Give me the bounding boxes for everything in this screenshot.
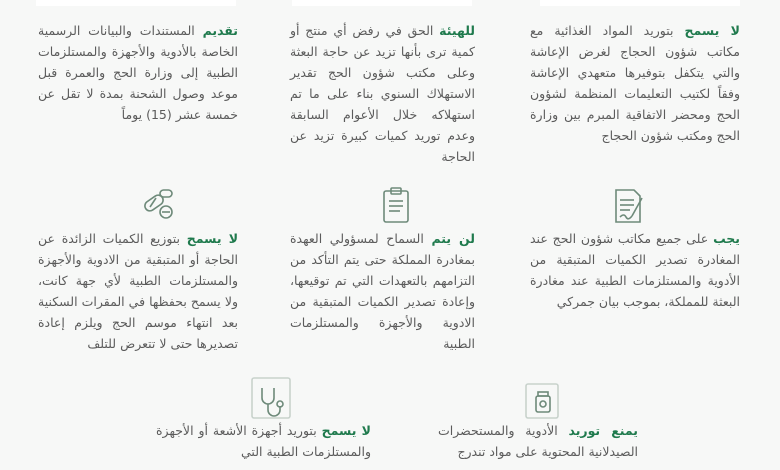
card-keyword: لن يتم: [431, 231, 475, 246]
card-keyword: لا يسمح: [321, 423, 371, 438]
card-text: على جميع مكاتب شؤون الحج عند المغادرة تصدير الكميات المتبقية من الأدوية والمستلزمات الطبية عند مغادرة البعثة للمملكة، بموجب بيان جمركي: [530, 231, 740, 309]
card-text: السماح لمسؤولي العهدة بمغادرة المملكة حتى يتم التأكد من التزامهم بالتعهدات التي تم توقيعها، وإعادة تصدير الكميات المتبقية من الادوية والأجهزة والمستلزمات الطبية: [290, 231, 475, 351]
card-paragraph: [438, 420, 638, 462]
card-prohibited-supply: [438, 420, 638, 462]
card-paragraph: [290, 228, 475, 354]
card-radiology-devices: [156, 420, 371, 462]
card-keyword: يمنع توريد: [568, 423, 638, 438]
card-paragraph: [156, 420, 371, 462]
card-text: بتوزيع الكميات الزائدة عن الحاجة أو المتبقية من الادوية والأجهزة والمستلزمات الطبية لأي جهة كانت، ولا يسمح بحفظها في المقرات السكنية بعد انتهاء موسم الحج ويلزم إعادة تصديرها حتى لا تتعرض للتلف: [38, 231, 238, 351]
card-keyword: لا يسمح: [186, 231, 238, 246]
card-custody-officials: [290, 228, 475, 354]
card-paragraph: [530, 20, 740, 146]
card-keyword: يجب: [713, 231, 740, 246]
card-surplus-distribution: [38, 228, 238, 354]
card-keyword: لا يسمح: [684, 23, 740, 38]
card-text: بتوريد أجهزة الأشعة أو الأجهزة والمستلزمات الطبية التي: [156, 423, 371, 459]
medicine-bottle-icon: [520, 378, 564, 422]
medicine-pills-icon: [138, 184, 178, 224]
card-authority-right: [290, 20, 475, 167]
card-top-border: [36, 0, 236, 6]
card-top-border: [292, 0, 472, 6]
card-paragraph: [38, 228, 238, 354]
card-food-supply: [530, 20, 740, 146]
card-text: الحق في رفض أي منتج أو كمية ترى بأنها تزيد عن حاجة البعثة وعلى مكتب شؤون الحج تقدير الاستهلاك السنوي بناء على ما تم استهلاكه خلال الأعوام السابقة وعدم توريد كميات كبيرة تزيد عن الحاجة: [290, 23, 475, 164]
clipboard-document-icon: [376, 186, 416, 226]
card-keyword: للهيئة: [439, 23, 475, 38]
card-paragraph: [290, 20, 475, 167]
card-text: بتوريد المواد الغذائية مع مكاتب شؤون الحجاج لغرض الإعاشة والتي يتكفل بتوفيرها متعهدي الإعاشة وفقاً لكتيب التعليمات المنظمة لشؤون الحج ومحضر الاتفاقية المبرم بين وزارة الحج ومكتب شؤون الحجاج: [530, 23, 740, 143]
stethoscope-icon: [244, 374, 296, 422]
card-keyword: تقديم: [202, 23, 238, 38]
card-documents: [38, 20, 238, 125]
card-text: الأدوية والمستحضرات الصيدلانية المحتوية على مواد تندرج: [438, 423, 638, 459]
card-paragraph: [530, 228, 740, 312]
card-paragraph: [38, 20, 238, 125]
signed-document-icon: [608, 186, 648, 226]
card-export-remaining: [530, 228, 740, 312]
card-text: المستندات والبيانات الرسمية الخاصة بالأدوية والأجهزة والمستلزمات الطبية إلى وزارة الحج والعمرة قبل موعد وصول الشحنة بمدة لا تقل عن خمسة عشر (15) يوماً: [38, 23, 238, 122]
card-top-border: [540, 0, 740, 6]
